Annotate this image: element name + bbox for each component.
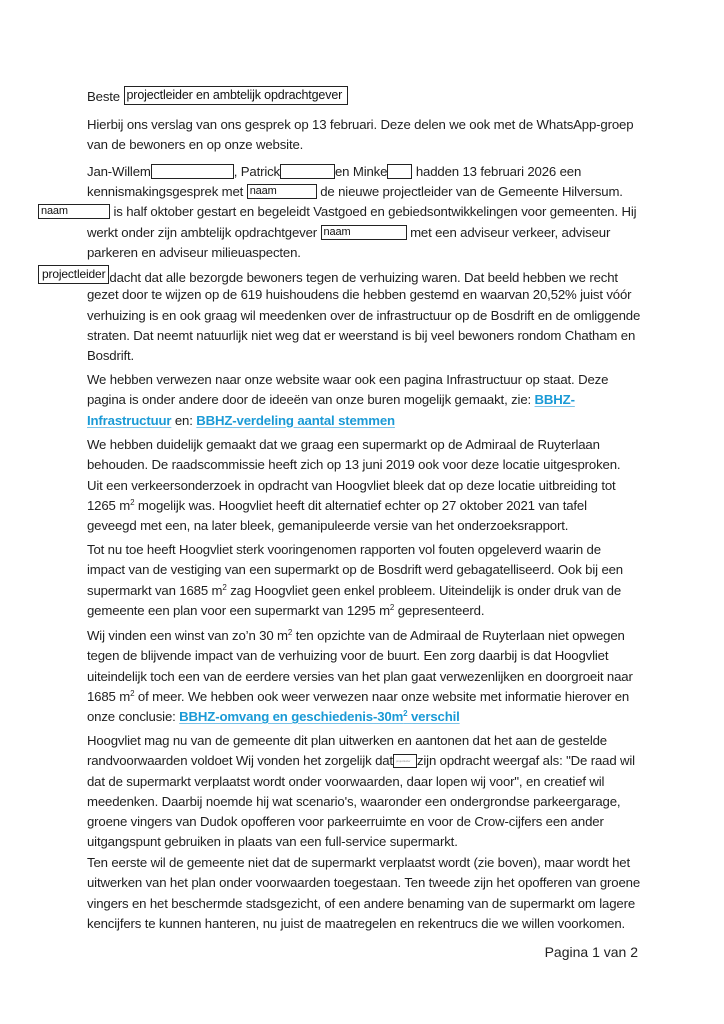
- text: zag Hoogvliet geen enkel probleem. Uiteindelijk is onder druk van de: [226, 582, 622, 598]
- text-line: Hierbij ons verslag van ons gesprek op 13 februari. Deze delen we ook met de WhatsApp-groep: [87, 117, 634, 132]
- text-line: We hebben verwezen naar onze website waar ook een pagina Infrastructuur op staat. Deze: [87, 372, 609, 387]
- text: 1685 m: [87, 688, 131, 704]
- text: gemeente een plan voor een supermarkt van 1295 m: [87, 602, 390, 618]
- superscript: 2: [403, 709, 408, 719]
- opinion-line-outdent: [38, 265, 658, 285]
- page-number: Pagina 1 van 2: [544, 944, 638, 960]
- text: zijn opdracht weergaf als: "De raad wil: [416, 753, 635, 769]
- text: en:: [171, 412, 197, 428]
- text: en Minke: [335, 164, 388, 179]
- text: of meer. We hebben ook weer verwezen naar onze website met informatie hierover en: [134, 688, 630, 704]
- text-line: Ten eerste wil de gemeente niet dat de supermarkt verplaatst wordt (zie boven), maar wordt het: [87, 855, 630, 870]
- redaction-box-projectleider: projectleider: [38, 265, 109, 284]
- text-line: tegen de blijvende impact van de verhuizing voor de buurt. Een zorg daarbij is dat Hoogvliet: [87, 648, 609, 664]
- superscript: 2: [130, 688, 135, 698]
- intro-paragraph: [87, 115, 647, 156]
- text-line: vingers en het beschermde stadsgezicht, of een andere benaming van de supermarkt om lagere: [87, 895, 636, 911]
- firstly-paragraph: [87, 853, 647, 934]
- text: supermarkt van 1685 m: [87, 582, 223, 598]
- link-bbhz-infrastructuur-cont[interactable]: Infrastructuur: [87, 412, 172, 428]
- link-bbhz-verdeling-aantal-stemmen[interactable]: BBHZ-verdeling aantal stemmen: [196, 412, 395, 428]
- text-line: impact van de vestiging van een supermarkt op de Bosdrift werd gebagatelliseerd. Ook bij een: [87, 562, 623, 578]
- text-line: parkeren en adviseur milieuaspecten.: [87, 245, 301, 261]
- text-line: Bosdrift.: [87, 348, 135, 364]
- text: is half oktober gestart en begeleidt Vastgoed en gebiedsontwikkelingen voor gemeenten. Hij: [113, 204, 637, 219]
- text: pagina is onder andere door de ideeën van onze buren mogelijk gemaakt, zie:: [87, 392, 535, 408]
- link-bbhz-infrastructuur[interactable]: BBHZ-: [534, 392, 575, 408]
- text: met een adviseur verkeer, adviseur: [410, 224, 611, 240]
- link-text: BBHZ-omvang en geschiedenis-30m: [179, 709, 404, 725]
- text-line: dat de supermarkt verplaatst wordt onder voorwaarden, daar lopen wij voor", en creatief wil: [87, 773, 605, 789]
- supermarket-paragraph: [87, 435, 647, 536]
- redaction-box-name: [280, 164, 335, 179]
- link-text: verschil: [407, 709, 460, 725]
- text-line: Tot nu toe heeft Hoogvliet sterk vooringenomen rapporten vol fouten opgeleverd waarin de: [87, 542, 601, 557]
- text-line: verhuizing is en ook graag wil meedenken over de infrastructuur op de Bosdrift en de omliggende: [87, 307, 641, 323]
- text: ten opzichte van de Admiraal de Ruyterlaan niet opwegen: [292, 628, 625, 643]
- text-line: We hebben duidelijk gemaakt dat we graag een supermarkt op de Admiraal de Ruyterlaan: [87, 437, 600, 452]
- redaction-box-name: [151, 164, 234, 179]
- superscript: 2: [222, 582, 227, 592]
- text: dacht dat alle bezorgde bewoners tegen de verhuizing waren. Dat beeld hebben we recht: [109, 270, 618, 285]
- text: randvoorwaarden voldoet Wij vonden het zorgelijk dat: [87, 753, 393, 769]
- text: hadden 13 februari 2026 een: [415, 164, 582, 179]
- gain-paragraph: [87, 626, 647, 727]
- text-line: geveegd met een, na later bleek, gemanipuleerde versie van het onderzoeksrapport.: [87, 518, 569, 534]
- redaction-box-naam: naam: [38, 204, 110, 219]
- text: 1265 m: [87, 497, 131, 513]
- text-line: Hoogvliet mag nu van de gemeente dit plan uitwerken en aantonen dat het aan de gestelde: [87, 733, 607, 748]
- salutation-prefix: Beste: [87, 89, 120, 104]
- redaction-box-naam: naam: [321, 225, 407, 240]
- meeting-line-outdent: [38, 202, 658, 222]
- text: Wij vinden een winst van zo’n 30 m: [87, 628, 288, 643]
- text-line: meedenken. Daarbij noemde hij wat scenario's, waaronder een ondergrondse parkeergarage,: [87, 793, 621, 809]
- reports-paragraph: [87, 540, 647, 621]
- text-line: behouden. De raadscommissie heeft zich op 13 juni 2019 ook voor deze locatie uitgesproken.: [87, 457, 621, 473]
- link-bbhz-omvang-en-geschiedenis[interactable]: [179, 709, 459, 724]
- text: , Patrick: [233, 164, 280, 179]
- superscript: 2: [389, 602, 395, 612]
- text-line: groene vingers van Dudok opofferen voor parkeerruimte en voor de Crow-cijfers een ander: [87, 814, 604, 830]
- text: Jan-Willem: [87, 164, 151, 179]
- text-line: kencijfers te kunnen hanteren, nu juist de maatregelen en rekentrucs die we willen voorkomen.: [87, 915, 626, 931]
- text-line: van de bewoners en op onze website.: [87, 137, 304, 153]
- text: mogelijk was. Hoogvliet heeft dit alternatief echter op 27 oktober 2021 van tafel: [134, 497, 587, 513]
- text-line: uiteindelijk toch een van de eerdere versies van het plan gaat verwezenlijken en doorgroeit naar: [87, 668, 633, 684]
- redaction-box-recipient: projectleider en ambtelijk opdrachtgever: [124, 86, 349, 105]
- text: onze conclusie:: [87, 709, 180, 725]
- text: gepresenteerd.: [394, 602, 485, 618]
- text: kennismakingsgesprek met: [87, 184, 244, 200]
- superscript: 2: [130, 497, 135, 507]
- text-line: Uit een verkeersonderzoek in opdracht van Hoogvliet bleek dat op deze locatie uitbreiding tot: [87, 477, 616, 493]
- superscript: 2: [287, 628, 293, 637]
- text-line: uitgangspunt gebruiken in plaats van een full-service supermarkt.: [87, 834, 458, 850]
- text: werkt onder zijn ambtelijk opdrachtgever: [87, 224, 318, 240]
- redaction-box-tiny: projectleider: [393, 754, 417, 768]
- redaction-box-naam: naam: [247, 184, 317, 199]
- salutation: [87, 86, 647, 106]
- elaboration-paragraph: [87, 731, 647, 853]
- redaction-box-name: [387, 164, 412, 179]
- website-paragraph: [87, 370, 647, 431]
- text-line: straten. Dat neemt natuurlijk niet weg dat er weerstand is bij veel bewoners rondom Chatham en: [87, 327, 636, 343]
- text: de nieuwe projectleider van de Gemeente Hilversum.: [320, 184, 623, 200]
- text-line: uitwerken van het plan onder voorwaarden toegestaan. Ten tweede zijn het opofferen van groene: [87, 875, 641, 891]
- text-line: gezet door te wijzen op de 619 huishoudens die hebben gestemd en waarvan 20,52% juist vóór: [87, 287, 632, 303]
